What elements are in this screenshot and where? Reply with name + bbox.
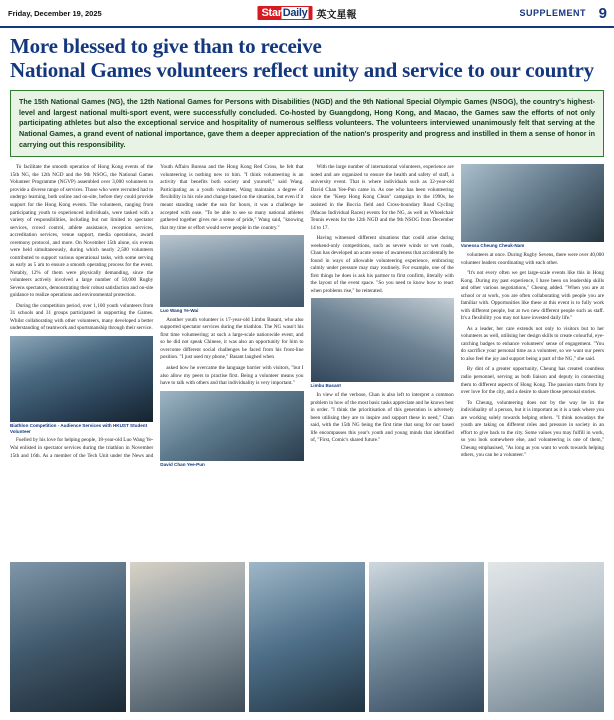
photo-biathlon-service	[10, 336, 153, 434]
paragraph: As a leader, her care extends not only to visitors but to her volunteers as well, utilising her design skills to create colourful, eye-catching badges to enhance volunteers' sense of engagement. "You do sacrifice your personal time as a volunteer, so we want our peers to also feel the joy and support being a part of the NG," she said.	[460, 325, 604, 362]
paragraph: During the competition period, over 1,100 youth volunteers from 31 schools and 31 groups participated in supporting the Games. Whilst collaborating with other volunteers, many developed a better understanding of teamwork and sportsmanship through their service.	[10, 302, 154, 332]
photo-image	[311, 298, 454, 382]
page-title	[10, 35, 604, 82]
paragraph: Having witnessed different situations that could arise during weekend-only competitions, such as severe winds or wet roads, Chan has developed an acute sense of awareness that accidentally be found in ways of allowable volunteering experience, embracing calmly under pressure may may routinely. For example, one of the first things he does is ask his partner to first confirm, literally with the layout of the event space. "So you need to know how to react when problems rise," he reiterated.	[310, 235, 454, 294]
bottom-photo-strip	[10, 562, 604, 712]
photo-caption: David Chan Yee-Pun	[160, 461, 205, 467]
brand-main: Star	[261, 7, 282, 19]
photo-volunteer-cheung	[461, 164, 604, 249]
standfirst: The 15th National Games (NG), the 12th National Games for Persons with Disabilities (NGD) and the 9th National Special Olympic Games (NSOG), the country's highest-level and largest national multi-sport event, were successfully concluded. Co-hosted by Guangdong, Hong Kong, and Macao, the Games saw the efforts of not only participating athletes but also the exceptional service and hospitality of numerous selfless volunteers. The volunteers interviewed unanimously felt that serving at the National Games, a grand event of national importance, gave them a deeper appreciation of the nation's prosperity and progress and instilled in them a sense of honor in carrying out this responsibility.	[10, 90, 604, 157]
strip-photo-banner-signage	[369, 562, 485, 712]
brand-chinese-name: 英文星報	[316, 9, 357, 21]
issue-date: Friday, December 19, 2025	[8, 8, 102, 18]
headline-line-2: National Games volunteers reflect unity and service to our country	[10, 57, 594, 82]
photo-volunteer-chan	[160, 391, 303, 468]
headline-line-1: More blessed to give than to receive	[10, 34, 322, 58]
photo-image	[160, 235, 303, 307]
strip-photo-mascots	[488, 562, 604, 712]
paragraph: To Cheung, volunteering does not by the way be in the individuality of a person, but it is important as it is a task where you are working solely towards helping others. "I think nowadays the youth are taking on different roles and pressure in society in an effort to give back to the city. Some values you may fulfill in work, so you look somewhere else, and volunteering is one of them," Cheung emphasised, "As long as you want to work towards helping others, you can be a volunteer."	[460, 399, 604, 459]
photo-volunteer-luo	[160, 235, 303, 314]
brand-sub: Daily	[282, 7, 308, 19]
paragraph: To facilitate the smooth operation of Hong Kong events of the 15th NG, the 12th NGD and the 9th NSOG, the National Games Volunteer Programme (NGVP) assembled over 3,000 volunteers to provide a diverse range of services. Those who were recruited had to undergo learning, both online and on-site, before they could provide support for the Hong Kong events. The volunteers, ranging from participating youth to experienced individuals, were tasked with a variety of responsibilities, including but not limited to spectator services, crowd control, athlete assistance, reception services, accreditation services, venue support, media operations, award ceremony protocol, and more. On November 15th alone, six events were held simultaneously, during which nearly 2,500 volunteers contributed to support various operational tasks, with some serving as early as 5 am to ensure a smooth operating process for the event. Notably, 12% of them were physically demanding, since the volunteers actively involved a large number of 50,000 Rugby Sevens spectators, demonstrating their robust satisfaction and on-site guidance to realize operations and environmental protection.	[10, 164, 154, 299]
paragraph: In view of the verbose, Chan is also left to interpret a common problem in how of the most basic tasks appreciate and he knows best in order. "I think the prioritisation of this generation is adversely been utilising they are to inspire and support these in need," Chan said, with the 15th NG being the first time that song for our based life encompasses this year's youth and young minds that identified of, "First, Comic's shared future."	[310, 392, 454, 444]
strip-photo-crowd-control	[10, 562, 126, 712]
section-label: SUPPLEMENT	[519, 8, 586, 18]
photo-caption: Limbu Basant	[310, 383, 341, 389]
photo-caption: Biathlon Competition - Audience Services with HKUST Student Volunteer	[10, 423, 148, 434]
photo-volunteer-limbu	[311, 298, 454, 389]
paragraph: Fuelled by his love for helping people, 18-year-old Luo Wang Ye-Wai enlisted in spectator services during the triathlon in November 15th and 16th. As a member of the Tech Unit under the News and Youth Affairs Bureau and the Hong Kong Red Cross, he felt that volunteering is nothing new to him. "I think volunteering is an activity that benefits both society and yourself," said Wang. Participating as a youth volunteer, Wang maintains a degree of flexibility in his role and change based on the situation, but even if it meant standing under the sun for hours, it was a challenge he accepted with ease. "To be able to see so many national athletes gathered together gives me a sense of pride," Wang said, "knowing that my time or effort would serve people in the country."	[10, 164, 304, 459]
paragraph: With the large number of international volunteers, experience are noted and are organized to ensure the health and safety of staff, a university event. That is where individuals such as 32-year-old David Chan Yee-Pun came in. As one who has been volunteering since the "Keep Hong Kong Clean" campaign in the 1990s, he assisted in the Boccia field and Cross-boundary Road Cycling (Macao Individual Races) events for the NG, as well as Wheelchair Tennis events for the 12th NGD and the 9th NSOG from December 14 to 17.	[310, 164, 454, 231]
brand-badge	[258, 6, 313, 20]
photo-image	[160, 391, 303, 461]
paragraph: Another youth volunteer is 17-year-old Limbu Basant, who also supported spectator services during the triathlon. The NG wasn't his first time volunteering; at such a large-scale nationwide event, and so he did not speak Chinese, it was also an opportunity for him to overcome different social challenges he faced from his front-line position. "I just used my phone," Basant laughed when	[160, 316, 304, 361]
paragraph: "It's not every often we get large-scale events like this in Hong Kong. During my past experience, I have been on leadership skills and other various negotiations," Cheung added. "When you are at school or at work, you are often collaborating with people you are familiar with. Opportunities like these at this event is to fully work with different people, but at two new different people such as staff. It's a flexibility you may not have invested daily life."	[460, 270, 604, 322]
photo-image	[461, 164, 604, 242]
brand-logo	[258, 6, 357, 21]
photo-caption: Vanessa Cheung Cheuk-Nam	[460, 243, 525, 249]
photo-caption: Luo Wang Ye-Wai	[160, 308, 199, 314]
paragraph: By dint of a greater opportunity, Cheung has created countless radio personnel, serving as both liaison and deputy in connecting them to different aspects of Hong Kong. The passion starts from by over love for the city, and a desire to share those personal stories.	[460, 366, 604, 396]
strip-photo-group-portrait	[130, 562, 246, 712]
paragraph: volunteers at once. During Rugby Sevens, there were over 40,000 volunteer leaders coordinating with each other.	[460, 252, 604, 266]
photo-image	[10, 336, 153, 422]
masthead	[0, 0, 614, 28]
strip-photo-harbour-venue	[249, 562, 365, 712]
paragraph: asked how he overcame the language barrier with visitors, "but I also allow my peers to practise first. Being a volunteer means you have to talk with others and that individuality is very important."	[160, 365, 304, 387]
page-number: 9	[598, 4, 607, 22]
